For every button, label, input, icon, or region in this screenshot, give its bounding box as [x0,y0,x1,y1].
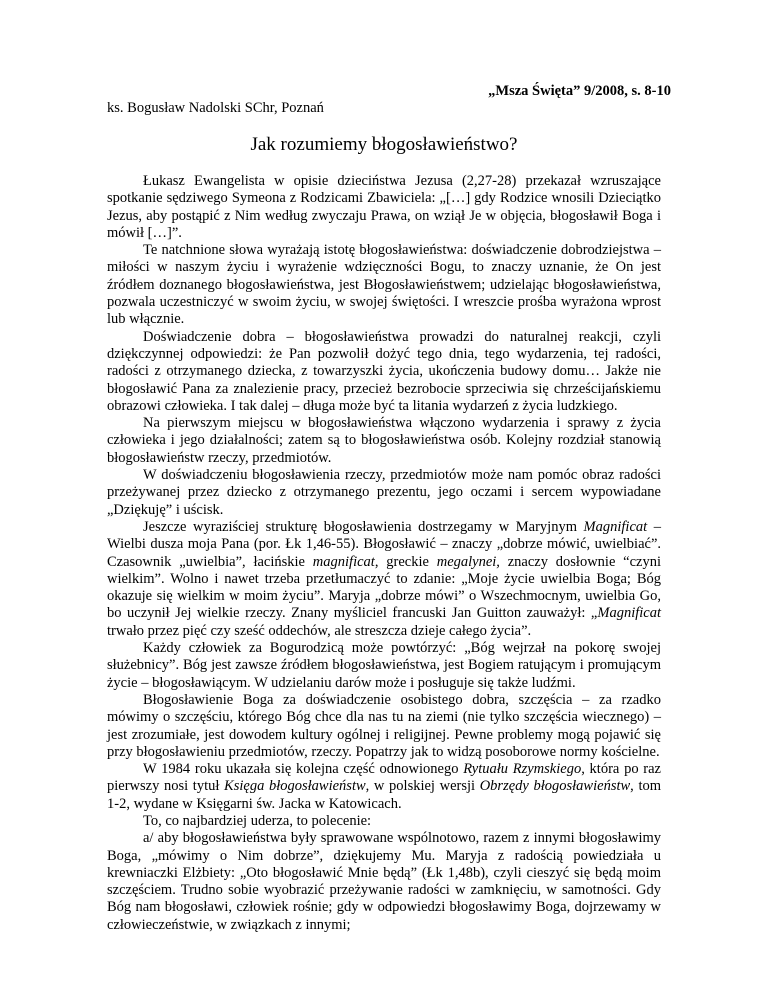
p6-greek: megalynei, [436,553,500,570]
source-citation: „Msza Święta” 9/2008, s. 8-10 [488,83,671,99]
article-title: Jak rozumiemy błogosławieństwo? [250,134,518,155]
paragraph-2: Te natchnione słowa wyrażają istotę błogosławieństwa: doświadczenie dobrodziejstwa – miłości w naszym życiu i wyrażenie wdzięczności Bogu, to znaczy uznanie, że On jest źródłem doznanego błogosławieństwa, jest Błogosławieństwem; udzielając błogosławieństwa, pozwala uczestniczyć w swoim życiu, w swojej świętości. I wreszcie prośba wyrażona wprost lub włącznie. [107,242,661,328]
paragraph-7: Każdy człowiek za Bogurodzicą może powtórzyć: „Bóg wejrzał na pokorę swojej służebnicy”. Bóg jest zawsze źródłem błogosławieństwa, jest Bogiem ratującym i promującym życie – błogosławiącym. W udzielaniu darów może i posługuje się także ludźmi. [107,640,661,691]
p9-rytual: Rytuału Rzymskiego [463,761,582,778]
p6-magnificat: Magnificat [583,518,648,535]
p6-text-d: znaczy dosłownie “czyni wielkim”. Wolno i nawet trzeba przetłumaczyć to zdanie: „Moje życie uwielbia Boga; Bóg okazuje się wielkim w moim życiu”. Maryja „dobrze mówi” o Wszechmocnym, uwielbia Go, bo uczynił Jej wielkie rzeczy. Znany myśliciel francuski Jan Guitton zauważył: „ [107,553,662,622]
p6-text-e: trwało przez pięć czy sześć oddechów, ale streszcza dzieje całego życia”. [107,622,532,639]
paragraph-6 [107,519,661,640]
p9-text-a: W 1984 roku ukazała się kolejna część odnowionego [143,761,464,778]
p6-text-b: – Wielbi dusza moja Pana (por. Łk 1,46-55). Błogosławić – znaczy „dobrze mówić, uwielbiać”. Czasownik „uwielbia”, łacińskie [107,518,662,570]
paragraph-11: a/ aby błogosławieństwa były sprawowane wspólnotowo, razem z innymi błogosławimy Boga, „mówimy o Nim dobrze”, dziękujemy Mu. Maryja z radością powiedziała u krewniaczki Elżbiety: „Oto błogosławić Mnie będą” (Łk 1,48b), czyli cieszyć się będą moim szczęściem. Trudno sobie wyobrazić przeżywanie radości w zamknięciu, w samotności. Gdy Bóg nam błogosławi, człowiek rośnie; gdy w odpowiedzi błogosławimy Boga, dojrzewamy w człowieczeństwie, w związkach z innymi; [107,830,661,933]
p6-text-a: Jeszcze wyraziściej strukturę błogosławienia dostrzegamy w Maryjnym [143,518,584,535]
paragraph-8: Błogosławienie Boga za doświadczenie osobistego dobra, szczęścia – za rzadko mówimy o szczęściu, którego Bóg chce dla nas tu na ziemi (nie tylko szczęścia wiecznego) – jest zrozumiałe, jest dowodem kultury ogólnej i religijnej. Pewne problemy mogą pojawić się przy błogosławieniu przedmiotów, rzeczy. Popatrzy jak to widzą posoborowe normy kościelne. [107,691,661,760]
p6-magnificat-2: Magnificat [597,605,661,622]
paragraph-1: Łukasz Ewangelista w opisie dzieciństwa Jezusa (2,27-28) przekazał wzruszające spotkanie sędziwego Symeona z Rodzicami Zbawiciela: „[…] gdy Rodzice wnosili Dzieciątko Jezus, aby postąpić z Nim według zwyczaju Prawa, on wziął Je w objęcia, błogosławił Boga i mówił […]”. [107,173,661,241]
article-body [107,173,661,934]
p9-text-d: , tom 1-2, wydane w Księgarni św. Jacka w Katowicach. [107,778,662,812]
author-line: ks. Bogusław Nadolski SChr, Poznań [107,100,324,116]
p9-obrzedy: Obrzędy błogosławieństw [479,778,631,795]
paragraph-5: W doświadczeniu błogosławienia rzeczy, przedmiotów może nam pomóc obraz radości przeżywanej przez dziecko z otrzymanego prezentu, jego oczami i sercem wypowiadane „Dziękuję” i uścisk. [107,467,661,518]
p9-text-b: , która po raz pierwszy nosi tytuł [107,761,661,795]
p6-text-c: , greckie [374,553,437,570]
paragraph-3: Doświadczenie dobra – błogosławieństwa prowadzi do naturalnej reakcji, czyli dziękczynnej odpowiedzi: że Pan pozwolił dożyć tego dnia, tego wydarzenia, tej radości, radości z otrzymanego dziecka, z towarzyszki życia, ukończenia budowy domu… Jakże nie błogosławić Pana za znalezienie pracy, przecież bezrobocie sprzeciwia się chrześcijańskiemu obrazowi człowieka. I tak dalej – długa może być ta litania wydarzeń z życia ludzkiego. [107,328,661,414]
p9-ksiega: Księga błogosławieństw [224,778,366,795]
p9-text-c: , w polskiej wersji [365,778,480,795]
paragraph-10: To, co najbardziej uderza, to polecenie: [143,812,372,829]
p6-latin: magnificat [312,553,375,570]
paragraph-9 [107,761,661,813]
paragraph-4: Na pierwszym miejscu w błogosławieństwa włączono wydarzenia i sprawy z życia człowieka i jego działalności; zatem są to błogosławieństwa osób. Kolejny rozdział stanowią błogosławieństw rzeczy, przedmiotów. [107,415,661,466]
